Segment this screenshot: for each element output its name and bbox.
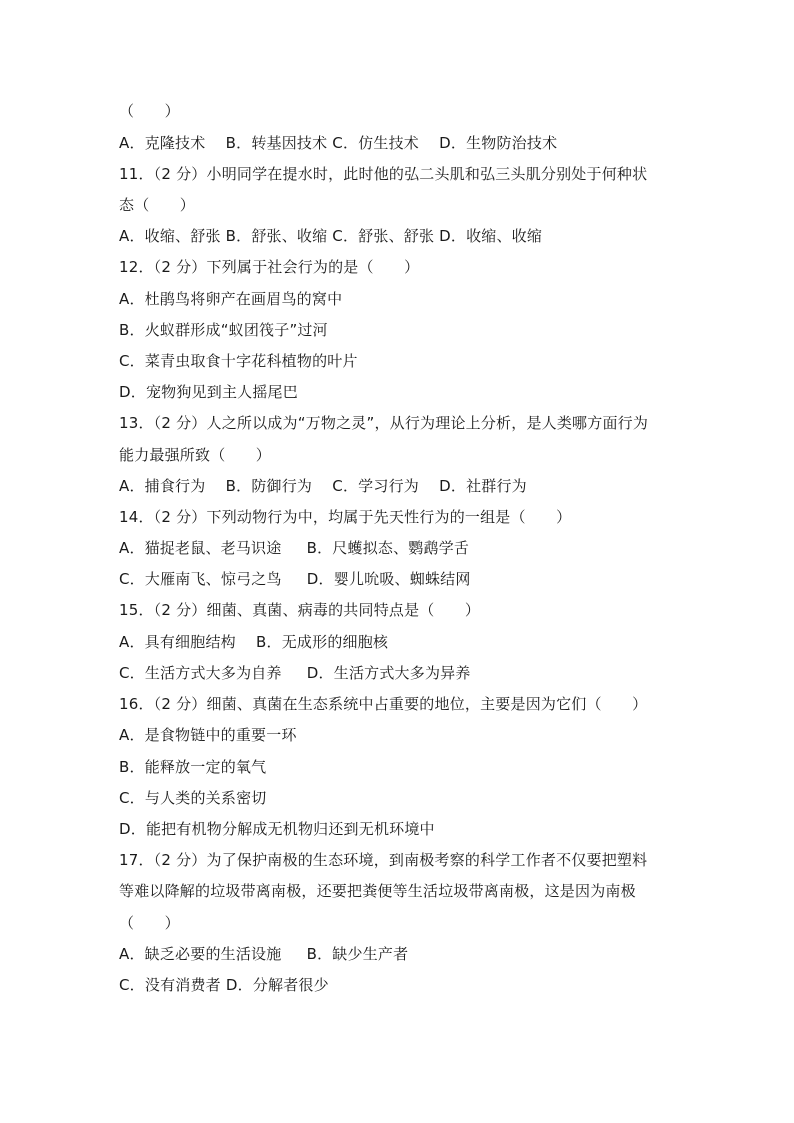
- q12-stem: 12．（2 分）下列属于社会行为的是（ ）: [119, 258, 420, 276]
- q13-stem-line1: 13．（2 分）人之所以成为“万物之灵”，从行为理论上分析，是人类哪方面行为: [119, 414, 649, 432]
- q11-stem-line2: 态（ ）: [119, 196, 196, 214]
- q14-stem: 14．（2 分）下列动物行为中，均属于先天性行为的一组是（ ）: [119, 508, 572, 526]
- q17-stem-line1: 17．（2 分）为了保护南极的生态环境，到南极考察的科学工作者不仅要把塑料: [119, 851, 648, 869]
- q13-stem-line2: 能力最强所致（ ）: [119, 446, 272, 464]
- q15-options-cd: C．生活方式大多为自养 D．生活方式大多为异养: [119, 664, 471, 682]
- q13-options: A．捕食行为 B．防御行为 C．学习行为 D．社群行为: [119, 477, 527, 495]
- q15-stem: 15．（2 分）细菌、真菌、病毒的共同特点是（ ）: [119, 601, 481, 619]
- q16-stem: 16．（2 分）细菌、真菌在生态系统中占重要的地位，主要是因为它们（ ）: [119, 695, 648, 713]
- q16-option-b: B．能释放一定的氧气: [119, 758, 267, 776]
- q12-option-b: B．火蚁群形成“蚁团筏子”过河: [119, 321, 328, 339]
- q10-options: A．克隆技术 B．转基因技术 C．仿生技术 D．生物防治技术: [119, 134, 558, 152]
- q17-options-ab: A．缺乏必要的生活设施 B．缺少生产者: [119, 945, 409, 963]
- q12-option-a: A．杜鹃鸟将卵产在画眉鸟的窝中: [119, 290, 343, 308]
- q17-options-cd: C．没有消费者 D．分解者很少: [119, 976, 329, 994]
- q14-options-cd: C．大雁南飞、惊弓之鸟 D．婴儿吮吸、蜘蛛结网: [119, 570, 471, 588]
- q16-option-d: D．能把有机物分解成无机物归还到无机环境中: [119, 820, 435, 838]
- q16-option-c: C．与人类的关系密切: [119, 789, 267, 807]
- q12-option-c: C．菜青虫取食十字花科植物的叶片: [119, 352, 358, 370]
- q17-answer-paren: （ ）: [119, 914, 180, 932]
- q15-options-ab: A．具有细胞结构 B．无成形的细胞核: [119, 633, 389, 651]
- q14-options-ab: A．猫捉老鼠、老马识途 B．尺蠖拟态、鹦鹉学舌: [119, 539, 470, 557]
- q11-stem-line1: 11．（2 分）小明同学在提水时，此时他的弘二头肌和弘三头肌分别处于何种状: [119, 165, 648, 183]
- q11-options: A．收缩、舒张 B．舒张、收缩 C．舒张、舒张 D．收缩、收缩: [119, 227, 543, 245]
- q17-stem-line2: 等难以降解的垃圾带离南极，还要把粪便等生活垃圾带离南极，这是因为南极: [119, 882, 636, 900]
- q16-option-a: A．是食物链中的重要一环: [119, 726, 297, 744]
- q10-answer-paren: （ ）: [119, 102, 180, 120]
- q12-option-d: D．宠物狗见到主人摇尾巴: [119, 383, 298, 401]
